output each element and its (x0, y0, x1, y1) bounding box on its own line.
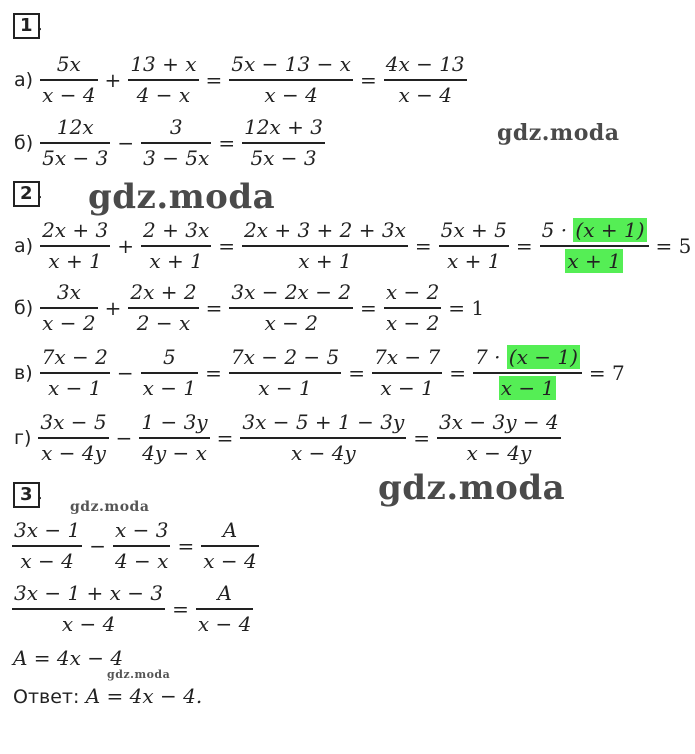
fraction (128, 278, 198, 338)
numerator: 7x − 2 (41, 345, 108, 369)
denominator: 2 − x (136, 310, 191, 335)
denominator: x − 2 (264, 310, 318, 335)
fraction (240, 408, 406, 468)
equals-sign: = (216, 425, 234, 450)
label-a: а) (14, 68, 34, 91)
numerator: 7x − 2 − 5 (230, 345, 340, 369)
equals-sign: = (414, 233, 432, 258)
fraction (242, 113, 325, 173)
numerator: 3x − 5 + 1 − 3y (242, 410, 405, 434)
denominator: x − 4y (290, 440, 356, 465)
task-number-2: 2 (13, 181, 40, 207)
equals-sign: = (515, 233, 533, 258)
label-b: б) (14, 296, 34, 319)
denominator: x − 4 (398, 82, 452, 107)
fraction (12, 516, 82, 576)
numerator: A (217, 581, 232, 605)
numerator: 3x − 5 (40, 410, 107, 434)
denominator: 4 − x (136, 82, 191, 107)
task3-line2 (9, 579, 256, 639)
denominator: x − 2 (385, 310, 440, 335)
task-number-dot: . (37, 483, 43, 504)
task1-a-equation (14, 50, 470, 110)
fraction (196, 579, 253, 639)
fraction (372, 343, 442, 403)
numerator: 2x + 2 (130, 280, 197, 304)
result: = 5 (655, 233, 692, 258)
task2-g-equation (14, 408, 564, 468)
task2-b-equation (14, 278, 488, 338)
equals-sign: = (359, 67, 377, 92)
numerator: 7x − 7 (374, 345, 441, 369)
numerator: 4x − 13 (385, 52, 465, 76)
watermark: gdz.moda (70, 499, 150, 515)
fraction (40, 113, 110, 173)
label-v: в) (14, 361, 33, 384)
result: = 7 (588, 360, 625, 385)
numerator-factor: 7 · (474, 345, 501, 369)
denominator: x + 1 (447, 248, 501, 273)
fraction (229, 50, 353, 110)
label-g: г) (14, 426, 32, 449)
equals-sign: = (205, 360, 222, 385)
watermark: gdz.moda (107, 668, 171, 681)
equals-sign: = (177, 533, 195, 558)
denominator: 5x − 3 (42, 145, 109, 170)
denominator: 4y − x (142, 440, 207, 465)
equals-sign: = (218, 233, 235, 258)
answer-value: A = 4x − 4. (85, 684, 203, 708)
answer-line (13, 684, 202, 708)
numerator: 2x + 3 (42, 218, 109, 242)
fraction (437, 408, 561, 468)
numerator: 3x − 1 (14, 518, 81, 542)
numerator: 5x − 13 − x (231, 52, 351, 76)
fraction (229, 343, 341, 403)
fraction (384, 50, 467, 110)
result: = 1 (448, 295, 485, 320)
denominator: x − 1 (380, 375, 434, 400)
numerator: 3x − 3y − 4 (439, 410, 559, 434)
equals-sign: = (348, 360, 366, 385)
watermark: gdz.moda (497, 120, 620, 146)
denominator: x − 4 (61, 611, 116, 636)
fraction (38, 408, 108, 468)
denominator: x − 4 (197, 611, 252, 636)
denominator: x − 1 (47, 375, 102, 400)
highlighted-factor: (x − 1) (508, 345, 578, 369)
fraction (473, 343, 582, 403)
fraction (141, 343, 198, 403)
numerator: 1 − 3y (141, 410, 208, 434)
denominator: x − 2 (42, 310, 96, 335)
fraction (201, 516, 258, 576)
fraction (242, 216, 408, 276)
numerator: x − 2 (385, 280, 440, 304)
task3-result-line: A = 4x − 4 (13, 646, 124, 670)
fraction (439, 216, 509, 276)
fraction (40, 216, 110, 276)
equals-sign: = (360, 295, 377, 320)
minus-sign: − (89, 533, 106, 558)
numerator-factor: 5 · (541, 218, 568, 242)
equals-sign: = (218, 130, 236, 155)
denominator: 3 − 5x (143, 145, 210, 170)
numerator: 2 + 3x (143, 218, 210, 242)
fraction (139, 408, 209, 468)
denominator: x − 4y (41, 440, 106, 465)
highlighted-factor: x − 1 (500, 375, 555, 400)
denominator: x − 4 (42, 82, 96, 107)
highlighted-factor: x + 1 (567, 248, 621, 273)
minus-sign: − (116, 360, 134, 385)
denominator: x + 1 (298, 248, 352, 273)
fraction (12, 579, 165, 639)
task-number-dot: . (37, 182, 43, 203)
fraction (384, 278, 441, 338)
fraction (141, 216, 211, 276)
numerator: 2x + 3 + 2 + 3x (244, 218, 406, 242)
plus-sign: + (117, 233, 135, 258)
denominator: x + 1 (48, 248, 102, 273)
numerator: 3x − 1 + x − 3 (14, 581, 164, 605)
fraction (40, 278, 97, 338)
numerator: 5 (162, 345, 176, 369)
denominator: 5x − 3 (250, 145, 317, 170)
task1-b-equation (14, 113, 328, 173)
fraction (40, 343, 110, 403)
task-number-1: 1 (13, 13, 40, 39)
watermark: gdz.moda (378, 468, 566, 508)
denominator: x − 4 (20, 548, 74, 573)
plus-sign: + (104, 67, 122, 92)
label-b: б) (14, 131, 34, 154)
fraction (229, 278, 353, 338)
equals-sign: = (205, 295, 223, 320)
numerator: A (222, 518, 238, 542)
denominator: x + 1 (149, 248, 203, 273)
equals-sign: = (205, 67, 223, 92)
numerator: 5x + 5 (440, 218, 507, 242)
numerator: 3x − 2x − 2 (231, 280, 352, 304)
minus-sign: − (117, 130, 135, 155)
equals-sign: = (413, 425, 431, 450)
numerator: 12x (56, 115, 94, 139)
equals-sign: = (172, 596, 189, 621)
numerator: x − 3 (114, 518, 169, 542)
highlighted-factor: (x + 1) (575, 218, 645, 242)
task2-a-equation (14, 216, 695, 276)
fraction (540, 216, 649, 276)
task-number-dot: . (37, 14, 43, 35)
fraction (128, 50, 198, 110)
numerator: 5x (56, 52, 81, 76)
denominator: x − 4 (203, 548, 257, 573)
denominator: x − 4y (466, 440, 532, 465)
denominator: x − 1 (258, 375, 312, 400)
denominator: 4 − x (114, 548, 169, 573)
answer-label: Ответ: (13, 686, 80, 708)
task2-v-equation (14, 343, 629, 403)
task-number-3: 3 (13, 482, 40, 508)
task3-line1 (9, 516, 262, 576)
numerator: 3 (169, 115, 183, 139)
fraction (40, 50, 97, 110)
numerator: 13 + x (130, 52, 197, 76)
plus-sign: + (104, 295, 122, 320)
numerator: 12x + 3 (244, 115, 324, 139)
denominator: x − 1 (142, 375, 197, 400)
watermark: gdz.moda (88, 177, 276, 217)
fraction (113, 516, 170, 576)
fraction (141, 113, 211, 173)
label-a: а) (14, 234, 34, 257)
minus-sign: − (115, 425, 133, 450)
numerator: 3x (56, 280, 81, 304)
equals-sign: = (449, 360, 466, 385)
denominator: x − 4 (264, 82, 318, 107)
